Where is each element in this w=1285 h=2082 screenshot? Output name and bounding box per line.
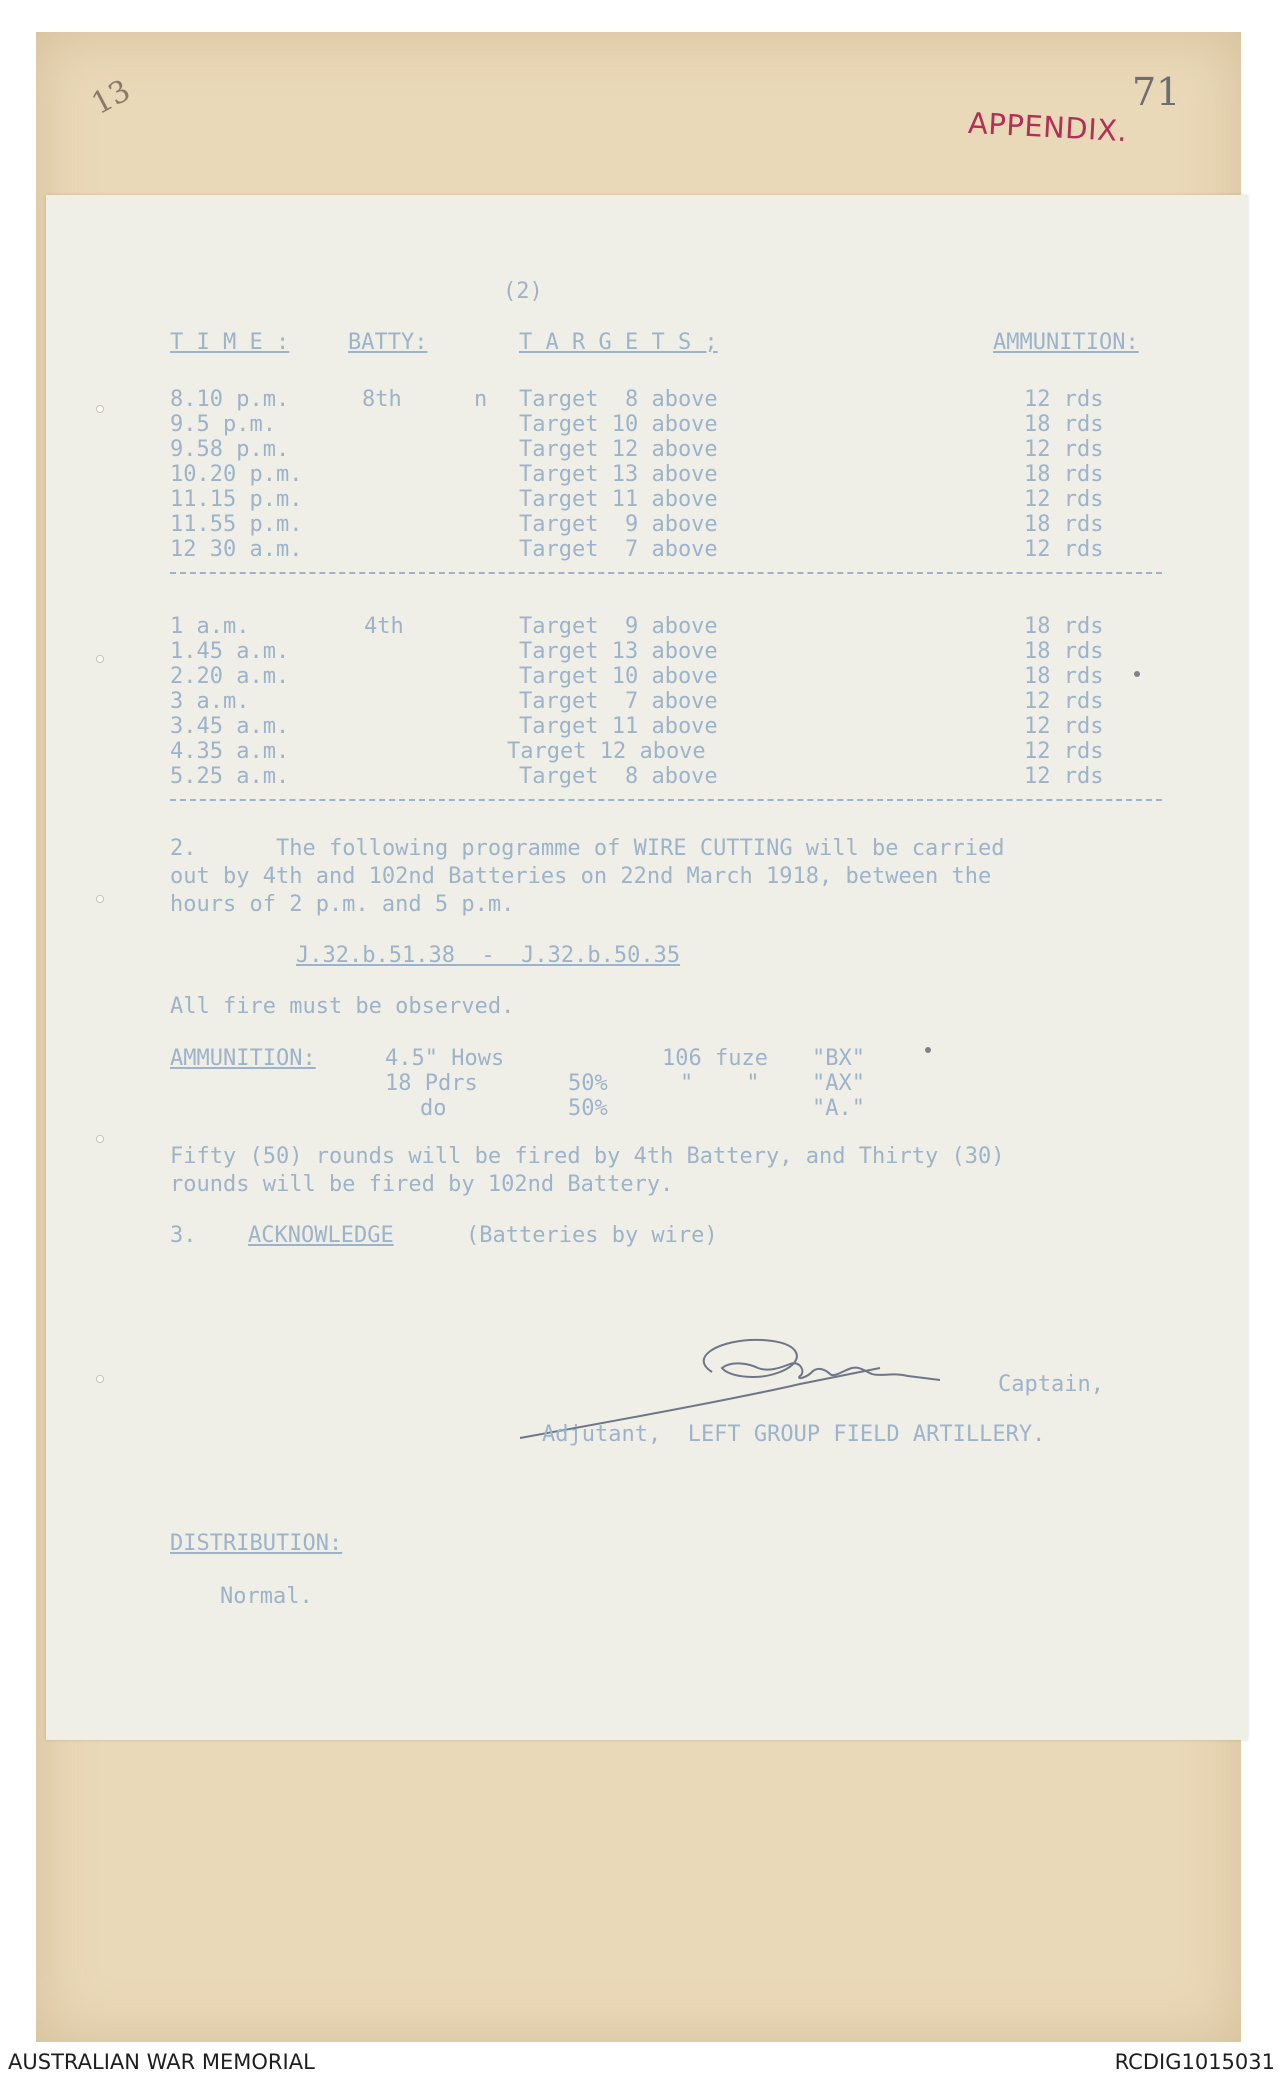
paragraph-line: rounds will be fired by 102nd Battery.: [170, 1172, 674, 1197]
ammunition-weapon: 4.5" Hows: [385, 1046, 505, 1071]
table-cell-target: Target 11 above: [519, 714, 718, 739]
table-cell-target: Target 8 above: [519, 764, 718, 789]
table-cell-rounds: 12 rds: [1024, 387, 1104, 412]
table-cell-time: 12 30 a.m.: [170, 537, 303, 562]
punch-hole: [96, 1135, 104, 1143]
observation-note: All fire must be observed.: [170, 994, 515, 1019]
punch-hole: [96, 1375, 104, 1383]
table-cell-rounds: 12 rds: [1024, 537, 1104, 562]
table-cell-time: 9.5 p.m.: [170, 412, 276, 437]
table-cell-time: 1.45 a.m.: [170, 639, 290, 664]
header-targets: T A R G E T S ;: [519, 330, 718, 355]
signatory-title: Adjutant, LEFT GROUP FIELD ARTILLERY.: [542, 1422, 1046, 1447]
handwritten-signature: [500, 1320, 1020, 1470]
table-cell-target: Target 9 above: [519, 614, 718, 639]
table-cell-target: Target 9 above: [519, 512, 718, 537]
table-cell-time: 3 a.m.: [170, 689, 250, 714]
ammunition-percent: 50%: [568, 1071, 608, 1096]
paragraph-number: 2.: [170, 836, 197, 861]
paragraph-line: The following programme of WIRE CUTTING will be carried: [276, 836, 1005, 861]
table-cell-time: 10.20 p.m.: [170, 462, 303, 487]
table-divider: [170, 572, 1162, 574]
table-cell-rounds: 18 rds: [1024, 664, 1104, 689]
table-cell-rounds: 18 rds: [1024, 614, 1104, 639]
table-cell-target: Target 12 above: [519, 437, 718, 462]
table-cell-rounds: 12 rds: [1024, 764, 1104, 789]
table-cell-time: 8.10 p.m.: [170, 387, 290, 412]
table-cell-rounds: 12 rds: [1024, 739, 1104, 764]
table-cell-rounds: 18 rds: [1024, 412, 1104, 437]
table-cell-target: Target 13 above: [519, 462, 718, 487]
table-cell-rounds: 12 rds: [1024, 437, 1104, 462]
table-cell-time: 9.58 p.m.: [170, 437, 290, 462]
ammunition-type: "A.": [812, 1096, 865, 1121]
paragraph-number: 3.: [170, 1223, 197, 1248]
header-batty: BATTY:: [348, 330, 428, 355]
ink-mark: [925, 1047, 931, 1053]
table-cell-target: Target 10 above: [519, 412, 718, 437]
table-cell-rounds: 18 rds: [1024, 512, 1104, 537]
table-cell-target: Target 11 above: [519, 487, 718, 512]
ammunition-fuze: 106 fuze: [662, 1046, 768, 1071]
ammunition-fuze: " ": [680, 1071, 760, 1096]
ammunition-weapon: do: [420, 1096, 447, 1121]
table-cell-rounds: 18 rds: [1024, 639, 1104, 664]
battery-label: 8th: [362, 387, 402, 412]
table-cell-time: 11.15 p.m.: [170, 487, 303, 512]
punch-hole: [96, 655, 104, 663]
table-cell-target: Target 12 above: [507, 739, 706, 764]
acknowledge-heading: ACKNOWLEDGE: [248, 1223, 394, 1248]
distribution-label: DISTRIBUTION:: [170, 1531, 343, 1556]
ammunition-label: AMMUNITION:: [170, 1046, 316, 1071]
table-cell-target: Target 13 above: [519, 639, 718, 664]
paragraph-line: Fifty (50) rounds will be fired by 4th Battery, and Thirty (30): [170, 1144, 1005, 1169]
table-divider: [170, 799, 1162, 801]
table-cell-time: 3.45 a.m.: [170, 714, 290, 739]
signatory-rank: Captain,: [998, 1372, 1104, 1397]
paragraph-line: out by 4th and 102nd Batteries on 22nd March 1918, between the: [170, 864, 992, 889]
punch-hole: [96, 405, 104, 413]
table-cell-time: 2.20 a.m.: [170, 664, 290, 689]
acknowledge-note: (Batteries by wire): [466, 1223, 718, 1248]
ammunition-percent: 50%: [568, 1096, 608, 1121]
appendix-stamp: APPENDIX.: [967, 105, 1129, 149]
table-cell-time: 5.25 a.m.: [170, 764, 290, 789]
ammunition-type: "AX": [812, 1071, 865, 1096]
table-cell-rounds: 12 rds: [1024, 714, 1104, 739]
folio-number: 13: [86, 73, 137, 122]
footer-record-id: RCDIG1015031: [1114, 2050, 1275, 2074]
table-cell-target: Target 8 above: [519, 387, 718, 412]
distribution-value: Normal.: [220, 1584, 313, 1609]
header-ammunition: AMMUNITION:: [993, 330, 1139, 355]
table-cell-target: Target 7 above: [519, 689, 718, 714]
table-cell-time: 4.35 a.m.: [170, 739, 290, 764]
ammunition-type: "BX": [812, 1046, 865, 1071]
table-cell-rounds: 12 rds: [1024, 689, 1104, 714]
stray-character: n: [474, 387, 488, 412]
table-cell-time: 1 a.m.: [170, 614, 250, 639]
header-time: T I M E :: [170, 330, 290, 355]
ammunition-weapon: 18 Pdrs: [385, 1071, 478, 1096]
punch-hole: [96, 895, 104, 903]
grid-reference: J.32.b.51.38 - J.32.b.50.35: [296, 943, 681, 968]
footer-archive-name: AUSTRALIAN WAR MEMORIAL: [8, 2050, 315, 2074]
table-cell-target: Target 10 above: [519, 664, 718, 689]
table-cell-target: Target 7 above: [519, 537, 718, 562]
table-cell-rounds: 12 rds: [1024, 487, 1104, 512]
battery-label: 4th: [364, 614, 404, 639]
page-number: 71: [1132, 70, 1181, 114]
table-cell-rounds: 18 rds: [1024, 462, 1104, 487]
table-cell-time: 11.55 p.m.: [170, 512, 303, 537]
page-label: (2): [503, 279, 543, 304]
paragraph-line: hours of 2 p.m. and 5 p.m.: [170, 892, 515, 917]
ink-mark: [1134, 671, 1140, 677]
